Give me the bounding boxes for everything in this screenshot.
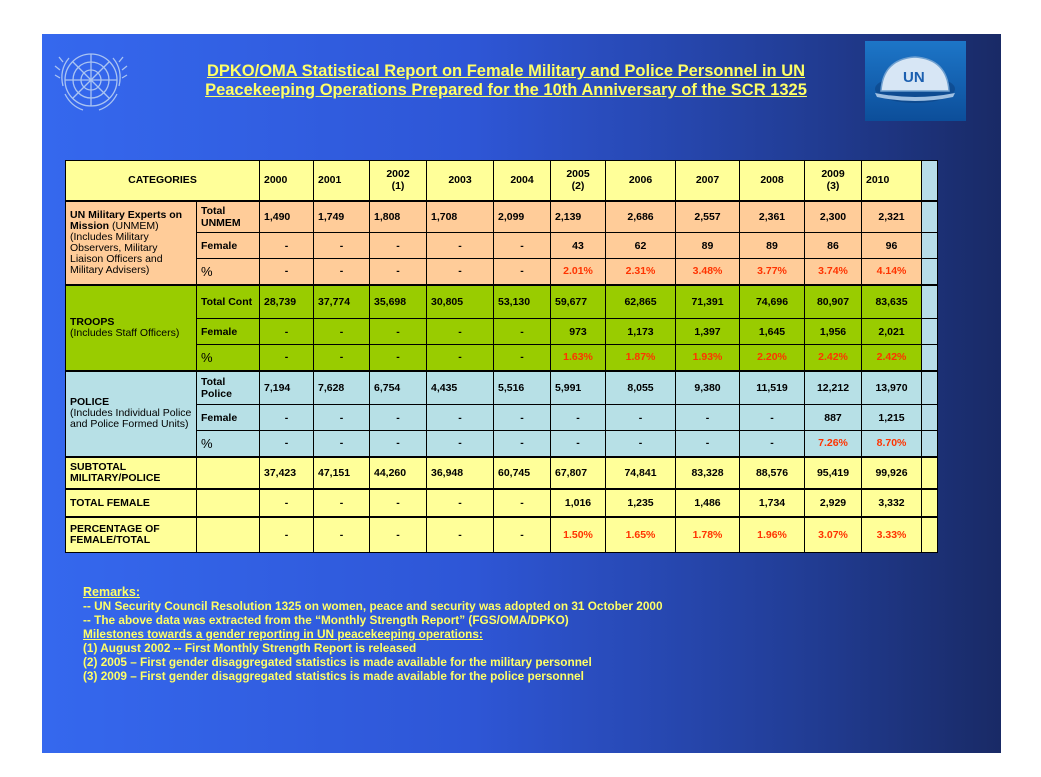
table-cell: 2.01%: [551, 259, 606, 285]
year-header: 2003: [427, 161, 494, 201]
table-row: [66, 405, 938, 431]
table-cell: 71,391: [676, 285, 740, 319]
table-cell: -: [370, 431, 427, 457]
table-cell: -: [314, 489, 370, 517]
table-cell: 1,235: [606, 489, 676, 517]
table-cell: 35,698: [370, 285, 427, 319]
table-cell: 1.65%: [606, 517, 676, 553]
table-cell: -: [494, 233, 551, 259]
table-cell: -: [606, 431, 676, 457]
milestone-line: (2) 2005 – First gender disaggregated statistics is made available for the military personnel: [83, 655, 592, 669]
table-cell: -: [427, 259, 494, 285]
table-cell: -: [314, 233, 370, 259]
table-cell: 1,708: [427, 201, 494, 233]
table-cell: -: [676, 405, 740, 431]
table-cell: 8,055: [606, 371, 676, 405]
end-column: [922, 457, 938, 489]
table-cell: 95,419: [805, 457, 862, 489]
table-cell: 43: [551, 233, 606, 259]
row-label: Female: [197, 319, 260, 345]
year-header: 2005 (2): [551, 161, 606, 201]
table-cell: -: [370, 345, 427, 371]
milestone-line: (3) 2009 – First gender disaggregated statistics is made available for the police personnel: [83, 669, 584, 683]
table-row: [66, 517, 938, 553]
end-column: [922, 259, 938, 285]
table-cell: 1,734: [740, 489, 805, 517]
subtotal-label: SUBTOTAL MILITARY/POLICE: [66, 457, 197, 489]
empty-cell: [197, 489, 260, 517]
table-cell: 99,926: [862, 457, 922, 489]
table-cell: 30,805: [427, 285, 494, 319]
un-helmet-icon: [865, 41, 966, 121]
table-cell: -: [370, 489, 427, 517]
table-cell: 1,397: [676, 319, 740, 345]
table-cell: -: [260, 489, 314, 517]
table-cell: 88,576: [740, 457, 805, 489]
table-cell: 62,865: [606, 285, 676, 319]
table-cell: 3.48%: [676, 259, 740, 285]
table-cell: 3.74%: [805, 259, 862, 285]
empty-cell: [197, 517, 260, 553]
table-row: [66, 319, 938, 345]
row-label: Total Cont: [197, 285, 260, 319]
table-cell: 83,328: [676, 457, 740, 489]
row-label: %: [197, 259, 260, 285]
end-column: [922, 517, 938, 553]
table-cell: 3,332: [862, 489, 922, 517]
year-header: 2004: [494, 161, 551, 201]
row-label: Total UNMEM: [197, 201, 260, 233]
row-label: %: [197, 431, 260, 457]
police-category-label: POLICE (Includes Individual Police and Police Formed Units): [66, 371, 197, 457]
table-cell: 37,774: [314, 285, 370, 319]
table-cell: 36,948: [427, 457, 494, 489]
table-cell: 96: [862, 233, 922, 259]
table-row: [66, 489, 938, 517]
table-cell: 1,645: [740, 319, 805, 345]
table-cell: 12,212: [805, 371, 862, 405]
table-cell: 13,970: [862, 371, 922, 405]
table-cell: 2,557: [676, 201, 740, 233]
year-header: 2001: [314, 161, 370, 201]
table-cell: 887: [805, 405, 862, 431]
table-cell: 60,745: [494, 457, 551, 489]
table-cell: 74,696: [740, 285, 805, 319]
title-line-2: Peacekeeping Operations Prepared for the 10th Anniversary of the SCR 1325: [205, 81, 807, 99]
row-label: Female: [197, 405, 260, 431]
troops-category-label: TROOPS (Includes Staff Officers): [66, 285, 197, 371]
table-cell: 2,321: [862, 201, 922, 233]
year-header: 2009 (3): [805, 161, 862, 201]
table-cell: 74,841: [606, 457, 676, 489]
table-cell: -: [494, 431, 551, 457]
table-cell: -: [427, 431, 494, 457]
table-cell: -: [370, 517, 427, 553]
end-column: [922, 431, 938, 457]
table-cell: -: [427, 345, 494, 371]
table-cell: 2,929: [805, 489, 862, 517]
table-cell: -: [494, 405, 551, 431]
milestone-line: (1) August 2002 -- First Monthly Strength Report is released: [83, 641, 417, 655]
table-cell: 47,151: [314, 457, 370, 489]
table-cell: 4.14%: [862, 259, 922, 285]
year-header: 2010: [862, 161, 922, 201]
end-column: [922, 345, 938, 371]
table-cell: 7,628: [314, 371, 370, 405]
header-row: [66, 161, 938, 201]
year-header: 2008: [740, 161, 805, 201]
table-cell: -: [427, 489, 494, 517]
statistics-table: [65, 160, 938, 553]
table-cell: 44,260: [370, 457, 427, 489]
remark-line: -- UN Security Council Resolution 1325 on women, peace and security was adopted on 31 October 2000: [83, 599, 663, 613]
table-cell: -: [314, 405, 370, 431]
table-cell: 1.78%: [676, 517, 740, 553]
table-cell: -: [494, 489, 551, 517]
table-cell: -: [427, 233, 494, 259]
table-cell: 6,754: [370, 371, 427, 405]
end-column: [922, 371, 938, 405]
year-header: 2006: [606, 161, 676, 201]
table-cell: 2,300: [805, 201, 862, 233]
table-cell: -: [314, 345, 370, 371]
table-cell: 67,807: [551, 457, 606, 489]
table-row: [66, 259, 938, 285]
table-cell: 2.20%: [740, 345, 805, 371]
table-cell: 1.63%: [551, 345, 606, 371]
table-cell: 1,808: [370, 201, 427, 233]
military-category-label: UN Military Experts on Mission (UNMEM) (Includes Military Observers, Military Liaison Officers and Military Advisers): [66, 201, 197, 285]
table-cell: 28,739: [260, 285, 314, 319]
table-cell: 8.70%: [862, 431, 922, 457]
remarks-section: [83, 585, 983, 683]
table-cell: -: [260, 517, 314, 553]
table-cell: 2.42%: [805, 345, 862, 371]
row-label: Total Police: [197, 371, 260, 405]
year-header: 2007: [676, 161, 740, 201]
end-column: [922, 319, 938, 345]
end-column: [922, 285, 938, 319]
table-cell: 2,139: [551, 201, 606, 233]
page-title: [150, 62, 862, 100]
table-cell: -: [314, 431, 370, 457]
table-cell: -: [494, 319, 551, 345]
table-cell: -: [740, 405, 805, 431]
table-cell: -: [314, 517, 370, 553]
table-row: [66, 457, 938, 489]
table-cell: 83,635: [862, 285, 922, 319]
table-cell: 89: [676, 233, 740, 259]
table-cell: 1.50%: [551, 517, 606, 553]
table-cell: -: [606, 405, 676, 431]
empty-cell: [197, 457, 260, 489]
table-cell: 59,677: [551, 285, 606, 319]
table-cell: -: [260, 319, 314, 345]
table-cell: 1.96%: [740, 517, 805, 553]
table-cell: 3.33%: [862, 517, 922, 553]
badge-text: UN: [903, 69, 925, 86]
table-cell: 1,749: [314, 201, 370, 233]
table-cell: 86: [805, 233, 862, 259]
table-cell: 1,215: [862, 405, 922, 431]
table-row: [66, 431, 938, 457]
table-cell: -: [494, 259, 551, 285]
percentage-label: PERCENTAGE OF FEMALE/TOTAL: [66, 517, 197, 553]
title-line-1: DPKO/OMA Statistical Report on Female Military and Police Personnel in UN: [206, 62, 806, 80]
table-cell: 973: [551, 319, 606, 345]
table-cell: 5,991: [551, 371, 606, 405]
table-cell: 7.26%: [805, 431, 862, 457]
table-cell: -: [370, 319, 427, 345]
table-cell: 2,099: [494, 201, 551, 233]
end-column: [922, 201, 938, 233]
table-cell: 37,423: [260, 457, 314, 489]
table-cell: -: [260, 405, 314, 431]
milestones-heading: Milestones towards a gender reporting in UN peacekeeping operations:: [83, 627, 483, 641]
table-cell: -: [314, 319, 370, 345]
table-cell: -: [427, 405, 494, 431]
table-cell: 62: [606, 233, 676, 259]
table-cell: 1,173: [606, 319, 676, 345]
table-cell: 1,016: [551, 489, 606, 517]
table-cell: 53,130: [494, 285, 551, 319]
total-female-label: TOTAL FEMALE: [66, 489, 197, 517]
table-cell: 3.77%: [740, 259, 805, 285]
table-cell: -: [370, 405, 427, 431]
table-cell: 9,380: [676, 371, 740, 405]
table-cell: -: [370, 233, 427, 259]
table-cell: -: [370, 259, 427, 285]
table-cell: -: [494, 517, 551, 553]
table-cell: -: [551, 405, 606, 431]
table-cell: 2,021: [862, 319, 922, 345]
table-row: [66, 285, 938, 319]
table-row: [66, 371, 938, 405]
year-header: 2002 (1): [370, 161, 427, 201]
end-column: [922, 405, 938, 431]
table-cell: 80,907: [805, 285, 862, 319]
table-cell: 11,519: [740, 371, 805, 405]
table-cell: -: [740, 431, 805, 457]
table-cell: 2,686: [606, 201, 676, 233]
end-column: [922, 161, 938, 201]
table-cell: 2.42%: [862, 345, 922, 371]
table-cell: 2,361: [740, 201, 805, 233]
table-cell: 1.93%: [676, 345, 740, 371]
table-cell: 1.87%: [606, 345, 676, 371]
remarks-heading: Remarks:: [83, 585, 140, 599]
table-cell: 7,194: [260, 371, 314, 405]
table-cell: 4,435: [427, 371, 494, 405]
table-row: [66, 201, 938, 233]
year-header: 2000: [260, 161, 314, 201]
table-cell: 1,486: [676, 489, 740, 517]
table-cell: -: [260, 233, 314, 259]
table-cell: -: [427, 517, 494, 553]
end-column: [922, 489, 938, 517]
table-cell: 5,516: [494, 371, 551, 405]
table-cell: 89: [740, 233, 805, 259]
table-cell: -: [494, 345, 551, 371]
end-column: [922, 233, 938, 259]
row-label: %: [197, 345, 260, 371]
table-cell: -: [260, 259, 314, 285]
table-cell: -: [314, 259, 370, 285]
table-cell: -: [427, 319, 494, 345]
row-label: Female: [197, 233, 260, 259]
table-cell: 1,956: [805, 319, 862, 345]
table-cell: -: [676, 431, 740, 457]
table-cell: 2.31%: [606, 259, 676, 285]
categories-header: CATEGORIES: [66, 161, 260, 201]
table-cell: 1,490: [260, 201, 314, 233]
table-cell: -: [260, 431, 314, 457]
table-row: [66, 345, 938, 371]
table-cell: -: [551, 431, 606, 457]
remark-line: -- The above data was extracted from the “Monthly Strength Report” (FGS/OMA/DPKO): [83, 613, 569, 627]
table-row: [66, 233, 938, 259]
un-emblem-icon: [51, 40, 131, 120]
table-cell: 3.07%: [805, 517, 862, 553]
table-cell: -: [260, 345, 314, 371]
